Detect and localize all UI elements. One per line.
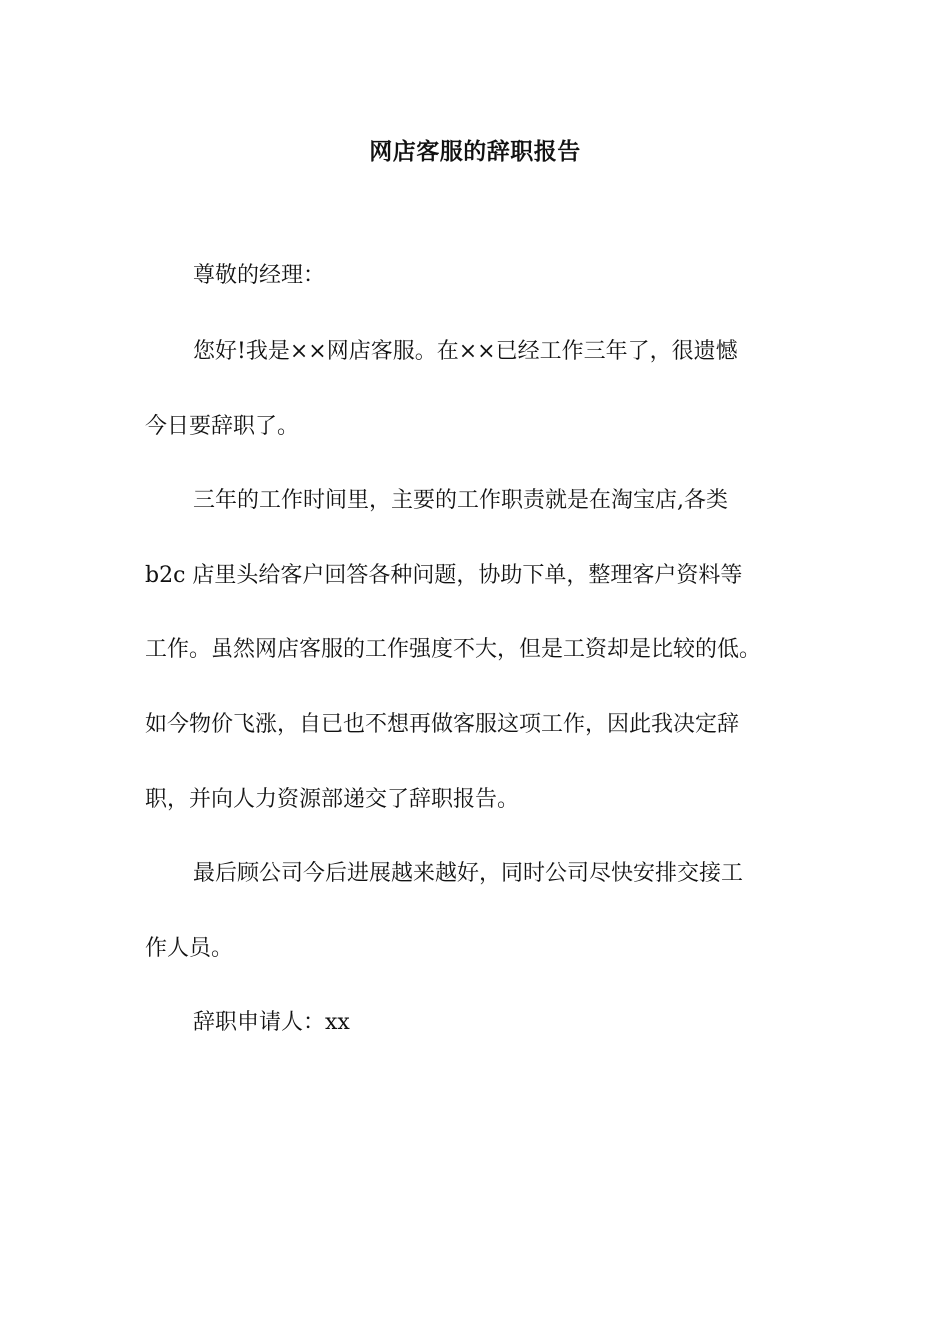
paragraph-1-line-1: 您好!我是××网店客服。在××已经工作三年了，很遗憾 <box>193 339 738 364</box>
paragraph-1-line-2: 今日要辞职了。 <box>145 414 300 439</box>
paragraph-2-line-1: 三年的工作时间里，主要的工作职责就是在淘宝店,各类 <box>193 488 728 513</box>
paragraph-3-line-2: 作人员。 <box>145 936 234 961</box>
signature-line: 辞职申请人：xx <box>193 1010 350 1035</box>
paragraph-2-line-3: 工作。虽然网店客服的工作强度不大，但是工资却是比较的低。 <box>145 637 762 662</box>
paragraph-3-line-1: 最后顾公司今后进展越来越好，同时公司尽快安排交接工 <box>193 861 744 886</box>
paragraph-2-line-5: 职，并向人力资源部递交了辞职报告。 <box>145 787 520 812</box>
paragraph-2-line-2: b2c 店里头给客户回答各种问题，协助下单，整理客户资料等 <box>145 563 743 588</box>
salutation: 尊敬的经理： <box>193 263 326 288</box>
paragraph-2-line-4: 如今物价飞涨，自已也不想再做客服这项工作，因此我决定辞 <box>145 712 740 737</box>
document-title: 网店客服的辞职报告 <box>369 138 581 165</box>
